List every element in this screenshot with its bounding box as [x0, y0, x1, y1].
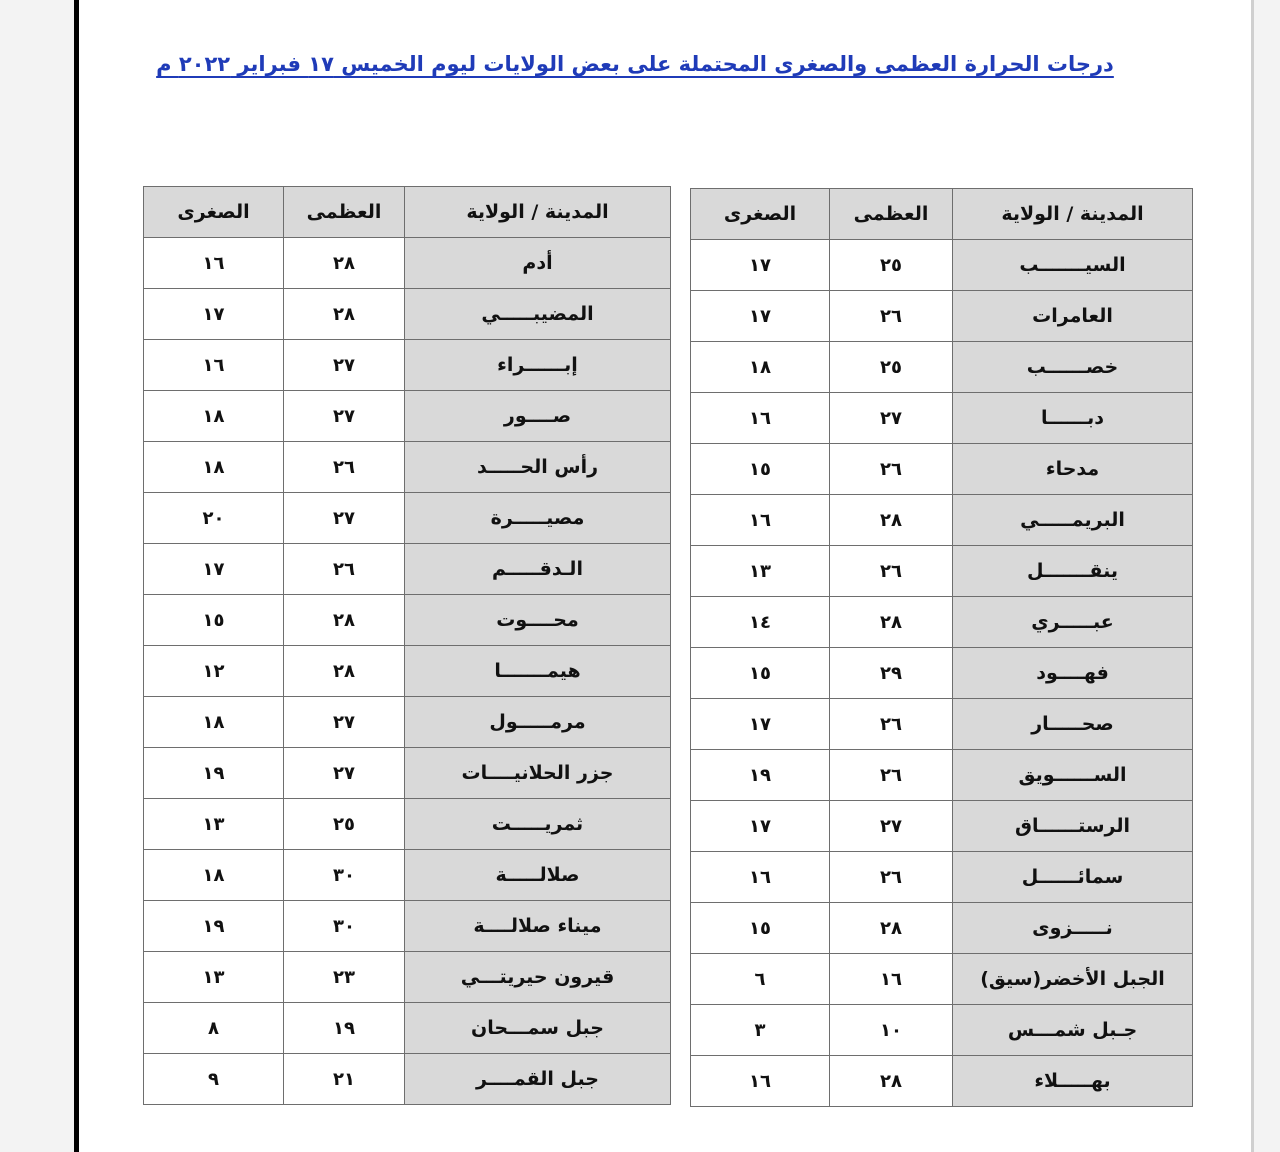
- city-cell: سمائــــــل: [953, 852, 1193, 903]
- max-temp-cell: ٣٠: [284, 850, 405, 901]
- max-temp-cell: ٢٦: [830, 750, 953, 801]
- min-temp-cell: ١٣: [691, 546, 830, 597]
- min-temp-cell: ١٦: [691, 852, 830, 903]
- city-cell: هيمـــــــا: [405, 646, 671, 697]
- city-cell: مرمـــــول: [405, 697, 671, 748]
- table-row: [691, 954, 1193, 1005]
- max-temp-cell: ٢٧: [284, 697, 405, 748]
- header-max: العظمى: [830, 189, 953, 240]
- city-cell: صلالـــــة: [405, 850, 671, 901]
- min-temp-cell: ٩: [144, 1054, 284, 1105]
- max-temp-cell: ٢٥: [830, 342, 953, 393]
- max-temp-cell: ٢٨: [830, 495, 953, 546]
- max-temp-cell: ٢٦: [830, 699, 953, 750]
- max-temp-cell: ٢٧: [284, 748, 405, 799]
- table-row: [691, 801, 1193, 852]
- city-cell: الـدقـــــم: [405, 544, 671, 595]
- table-row: [144, 646, 671, 697]
- city-cell: جبل سمـــحان: [405, 1003, 671, 1054]
- min-temp-cell: ١٩: [691, 750, 830, 801]
- city-cell: ثمريـــــت: [405, 799, 671, 850]
- table-row: [691, 495, 1193, 546]
- max-temp-cell: ٢٧: [830, 801, 953, 852]
- min-temp-cell: ٦: [691, 954, 830, 1005]
- max-temp-cell: ٢٧: [284, 340, 405, 391]
- min-temp-cell: ١٨: [691, 342, 830, 393]
- table-row: [691, 546, 1193, 597]
- table-header-row: [691, 189, 1193, 240]
- min-temp-cell: ١٨: [144, 391, 284, 442]
- page-border-left: [74, 0, 79, 1152]
- city-cell: ميناء صلالــــة: [405, 901, 671, 952]
- table-row: [691, 444, 1193, 495]
- max-temp-cell: ٢٦: [830, 444, 953, 495]
- header-city: المدينة / الولاية: [953, 189, 1193, 240]
- min-temp-cell: ١٦: [691, 393, 830, 444]
- city-cell: صــــور: [405, 391, 671, 442]
- table-row: [691, 393, 1193, 444]
- max-temp-cell: ٢٧: [284, 493, 405, 544]
- table-row: [144, 391, 671, 442]
- max-temp-cell: ٢٥: [830, 240, 953, 291]
- city-cell: مدحاء: [953, 444, 1193, 495]
- table-row: [691, 240, 1193, 291]
- table-row: [144, 289, 671, 340]
- max-temp-cell: ١٠: [830, 1005, 953, 1056]
- city-cell: محــــوت: [405, 595, 671, 646]
- city-cell: بهـــــلاء: [953, 1056, 1193, 1107]
- max-temp-cell: ٢٨: [830, 597, 953, 648]
- min-temp-cell: ١٦: [144, 238, 284, 289]
- header-min: الصغرى: [691, 189, 830, 240]
- city-cell: جبل القمــــر: [405, 1054, 671, 1105]
- table-row: [144, 340, 671, 391]
- temperature-table-left: [143, 186, 671, 1105]
- city-cell: رأس الحـــــد: [405, 442, 671, 493]
- min-temp-cell: ١٦: [691, 495, 830, 546]
- min-temp-cell: ٨: [144, 1003, 284, 1054]
- max-temp-cell: ٢١: [284, 1054, 405, 1105]
- min-temp-cell: ٢٠: [144, 493, 284, 544]
- table-row: [144, 850, 671, 901]
- min-temp-cell: ١٤: [691, 597, 830, 648]
- header-max: العظمى: [284, 187, 405, 238]
- table-row: [691, 1005, 1193, 1056]
- table-row: [691, 291, 1193, 342]
- document-title: درجات الحرارة العظمى والصغرى المحتملة على بعض الولايات ليوم الخميس ١٧ فبراير ٢٠٢٢ م: [156, 52, 1114, 76]
- max-temp-cell: ٢٨: [284, 289, 405, 340]
- city-cell: الرستــــــاق: [953, 801, 1193, 852]
- table-row: [144, 748, 671, 799]
- table-row: [144, 697, 671, 748]
- max-temp-cell: ٢٨: [284, 646, 405, 697]
- city-cell: عبـــــري: [953, 597, 1193, 648]
- min-temp-cell: ١٨: [144, 850, 284, 901]
- city-cell: البريمـــــي: [953, 495, 1193, 546]
- table-row: [691, 648, 1193, 699]
- min-temp-cell: ١٣: [144, 799, 284, 850]
- city-cell: المضيبـــــي: [405, 289, 671, 340]
- min-temp-cell: ١٧: [144, 544, 284, 595]
- min-temp-cell: ١٧: [691, 801, 830, 852]
- max-temp-cell: ٢٨: [830, 1056, 953, 1107]
- max-temp-cell: ٢٨: [284, 595, 405, 646]
- city-cell: السيـــــــب: [953, 240, 1193, 291]
- max-temp-cell: ٣٠: [284, 901, 405, 952]
- min-temp-cell: ١٦: [691, 1056, 830, 1107]
- min-temp-cell: ١٣: [144, 952, 284, 1003]
- table-row: [691, 1056, 1193, 1107]
- min-temp-cell: ١٩: [144, 748, 284, 799]
- city-cell: نـــــزوى: [953, 903, 1193, 954]
- city-cell: خصــــــب: [953, 342, 1193, 393]
- min-temp-cell: ١٩: [144, 901, 284, 952]
- table-row: [144, 799, 671, 850]
- table-row: [144, 595, 671, 646]
- table-row: [691, 903, 1193, 954]
- city-cell: قيرون حيريتـــي: [405, 952, 671, 1003]
- page-border-right: [1251, 0, 1254, 1152]
- table-row: [691, 699, 1193, 750]
- city-cell: إبــــــراء: [405, 340, 671, 391]
- city-cell: الجبل الأخضر(سيق): [953, 954, 1193, 1005]
- city-cell: جـبل شمـــس: [953, 1005, 1193, 1056]
- min-temp-cell: ١٥: [144, 595, 284, 646]
- table-row: [691, 597, 1193, 648]
- city-cell: جزر الحلانيــــات: [405, 748, 671, 799]
- city-cell: العامرات: [953, 291, 1193, 342]
- table-row: [144, 493, 671, 544]
- min-temp-cell: ١٧: [691, 699, 830, 750]
- max-temp-cell: ٢٥: [284, 799, 405, 850]
- min-temp-cell: ١٥: [691, 444, 830, 495]
- max-temp-cell: ٢٧: [830, 393, 953, 444]
- min-temp-cell: ١٧: [691, 240, 830, 291]
- max-temp-cell: ٢٦: [284, 544, 405, 595]
- max-temp-cell: ٢٦: [830, 852, 953, 903]
- max-temp-cell: ٢٦: [284, 442, 405, 493]
- max-temp-cell: ١٦: [830, 954, 953, 1005]
- max-temp-cell: ٢٦: [830, 291, 953, 342]
- city-cell: الســــــويق: [953, 750, 1193, 801]
- table-header-row: [144, 187, 671, 238]
- min-temp-cell: ١٢: [144, 646, 284, 697]
- table-row: [144, 544, 671, 595]
- table-row: [144, 952, 671, 1003]
- city-cell: دبــــــا: [953, 393, 1193, 444]
- table-row: [691, 852, 1193, 903]
- table-row: [691, 342, 1193, 393]
- max-temp-cell: ١٩: [284, 1003, 405, 1054]
- max-temp-cell: ٢٣: [284, 952, 405, 1003]
- min-temp-cell: ١٧: [144, 289, 284, 340]
- table-row: [144, 442, 671, 493]
- header-min: الصغرى: [144, 187, 284, 238]
- page-left-margin: [0, 0, 74, 1152]
- table-row: [144, 901, 671, 952]
- table-row: [691, 750, 1193, 801]
- min-temp-cell: ١٨: [144, 697, 284, 748]
- min-temp-cell: ١٥: [691, 648, 830, 699]
- max-temp-cell: ٢٦: [830, 546, 953, 597]
- header-city: المدينة / الولاية: [405, 187, 671, 238]
- city-cell: ينقـــــــل: [953, 546, 1193, 597]
- min-temp-cell: ١٧: [691, 291, 830, 342]
- city-cell: أدم: [405, 238, 671, 289]
- max-temp-cell: ٢٧: [284, 391, 405, 442]
- max-temp-cell: ٢٨: [284, 238, 405, 289]
- table-row: [144, 238, 671, 289]
- city-cell: فهــــود: [953, 648, 1193, 699]
- min-temp-cell: ١٥: [691, 903, 830, 954]
- max-temp-cell: ٢٨: [830, 903, 953, 954]
- min-temp-cell: ١٦: [144, 340, 284, 391]
- max-temp-cell: ٢٩: [830, 648, 953, 699]
- page-right-margin: [1254, 0, 1280, 1152]
- min-temp-cell: ١٨: [144, 442, 284, 493]
- temperature-table-right: [690, 188, 1193, 1107]
- table-row: [144, 1003, 671, 1054]
- min-temp-cell: ٣: [691, 1005, 830, 1056]
- table-row: [144, 1054, 671, 1105]
- city-cell: مصيـــــرة: [405, 493, 671, 544]
- city-cell: صحـــــار: [953, 699, 1193, 750]
